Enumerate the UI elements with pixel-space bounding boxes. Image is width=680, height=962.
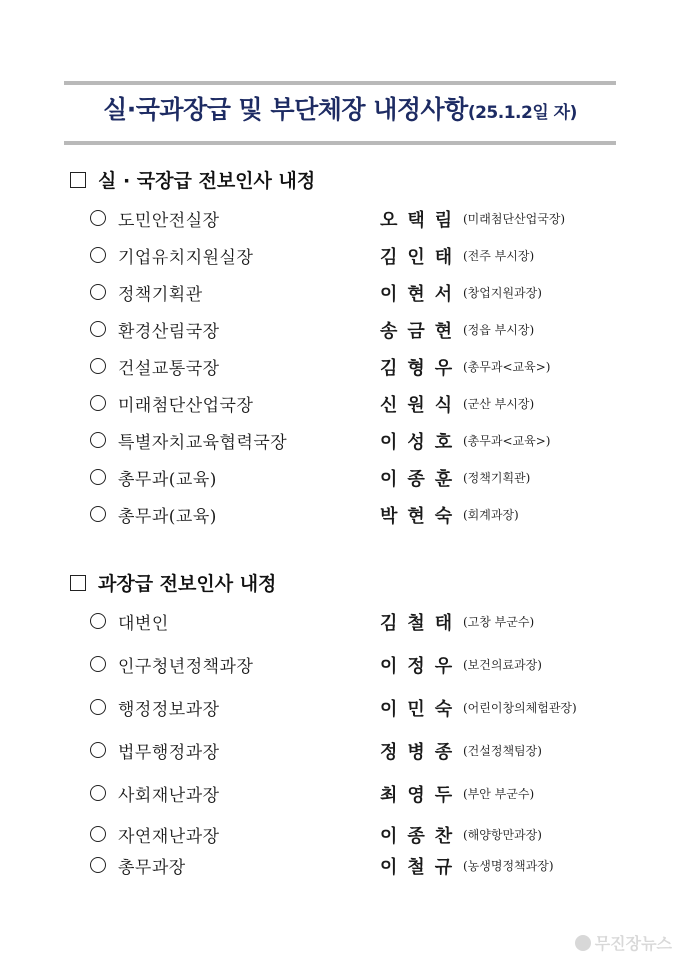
logo-icon: [575, 935, 591, 951]
previous-post: (보건의료과장): [463, 658, 542, 672]
circle-bullet-icon: [90, 699, 106, 715]
person-name: 이민숙: [380, 699, 463, 720]
title-bottom-rule: [64, 141, 616, 145]
square-bullet-icon: [70, 172, 86, 188]
person-name: 최영두: [380, 785, 463, 806]
previous-post: (미래첨단산업국장): [463, 212, 566, 226]
position-label: 건설교통국장: [118, 359, 220, 379]
position-label: 환경산림국장: [118, 322, 220, 342]
circle-bullet-icon: [90, 321, 106, 337]
position-label: 총무과(교육): [118, 507, 217, 527]
title-date: (25.1.2일 자): [467, 103, 577, 123]
previous-post: (부안 부군수): [463, 787, 535, 801]
section-heading-label: 실 · 국장급 전보인사 내정: [98, 170, 316, 192]
list-item: [0, 695, 680, 721]
position-label: 인구청년정책과장: [118, 657, 254, 677]
position-label: 자연재난과장: [118, 827, 220, 847]
list-item: [0, 465, 680, 491]
position-label: 미래첨단산업국장: [118, 396, 254, 416]
person-name: 이정우: [380, 656, 463, 677]
list-item: [0, 206, 680, 232]
previous-post: (농생명정책과장): [463, 859, 554, 873]
position-label: 총무과장: [118, 858, 186, 878]
person-name: 이종훈: [380, 469, 463, 490]
position-label: 도민안전실장: [118, 211, 220, 231]
list-item: [0, 354, 680, 380]
title-top-rule: [64, 81, 616, 85]
circle-bullet-icon: [90, 826, 106, 842]
title-main: 실·국과장급 및 부단체장 내정사항: [103, 95, 468, 124]
list-item: [0, 391, 680, 417]
person-name: 김인태: [380, 247, 463, 268]
list-item: [0, 502, 680, 528]
list-item: [0, 853, 680, 879]
section-heading-manager: [70, 569, 276, 596]
circle-bullet-icon: [90, 857, 106, 873]
position-label: 기업유치지원실장: [118, 248, 254, 268]
person-name: 김형우: [380, 358, 463, 379]
previous-post: (어린이창의체험관장): [463, 701, 577, 715]
previous-post: (전주 부시장): [463, 249, 535, 263]
previous-post: (정책기획관): [463, 471, 531, 485]
circle-bullet-icon: [90, 613, 106, 629]
list-item: [0, 738, 680, 764]
list-item: [0, 243, 680, 269]
previous-post: (총무과<교육>): [463, 360, 551, 374]
circle-bullet-icon: [90, 210, 106, 226]
person-name: 오택림: [380, 210, 463, 231]
previous-post: (군산 부시장): [463, 397, 535, 411]
previous-post: (총무과<교육>): [463, 434, 551, 448]
page-title: [64, 90, 616, 126]
previous-post: (고창 부군수): [463, 615, 535, 629]
previous-post: (건설정책팀장): [463, 744, 542, 758]
person-name: 신원식: [380, 395, 463, 416]
position-label: 행정정보과장: [118, 700, 220, 720]
previous-post: (회계과장): [463, 508, 519, 522]
person-name: 이현서: [380, 284, 463, 305]
watermark-text: 무진장뉴스: [594, 934, 672, 953]
circle-bullet-icon: [90, 469, 106, 485]
circle-bullet-icon: [90, 785, 106, 801]
person-name: 이철규: [380, 857, 463, 878]
person-name: 이성호: [380, 432, 463, 453]
list-item: [0, 428, 680, 454]
position-label: 정책기획관: [118, 285, 203, 305]
section-heading-director: [70, 166, 315, 193]
previous-post: (창업지원과장): [463, 286, 542, 300]
list-item: [0, 652, 680, 678]
position-label: 법무행정과장: [118, 743, 220, 763]
list-item: [0, 609, 680, 635]
list-item: [0, 822, 680, 848]
person-name: 김철태: [380, 613, 463, 634]
person-name: 송금현: [380, 321, 463, 342]
position-label: 사회재난과장: [118, 786, 220, 806]
position-label: 특별자치교육협력국장: [118, 433, 288, 453]
circle-bullet-icon: [90, 358, 106, 374]
position-label: 대변인: [118, 614, 169, 634]
circle-bullet-icon: [90, 247, 106, 263]
person-name: 정병종: [380, 742, 463, 763]
section-heading-label: 과장급 전보인사 내정: [98, 573, 277, 595]
list-item: [0, 317, 680, 343]
circle-bullet-icon: [90, 656, 106, 672]
circle-bullet-icon: [90, 284, 106, 300]
person-name: 이종찬: [380, 826, 463, 847]
person-name: 박현숙: [380, 506, 463, 527]
circle-bullet-icon: [90, 506, 106, 522]
circle-bullet-icon: [90, 742, 106, 758]
circle-bullet-icon: [90, 395, 106, 411]
previous-post: (정읍 부시장): [463, 323, 535, 337]
square-bullet-icon: [70, 575, 86, 591]
position-label: 총무과(교육): [118, 470, 217, 490]
previous-post: (해양항만과장): [463, 828, 542, 842]
list-item: [0, 280, 680, 306]
circle-bullet-icon: [90, 432, 106, 448]
watermark: [575, 931, 672, 954]
list-item: [0, 781, 680, 807]
